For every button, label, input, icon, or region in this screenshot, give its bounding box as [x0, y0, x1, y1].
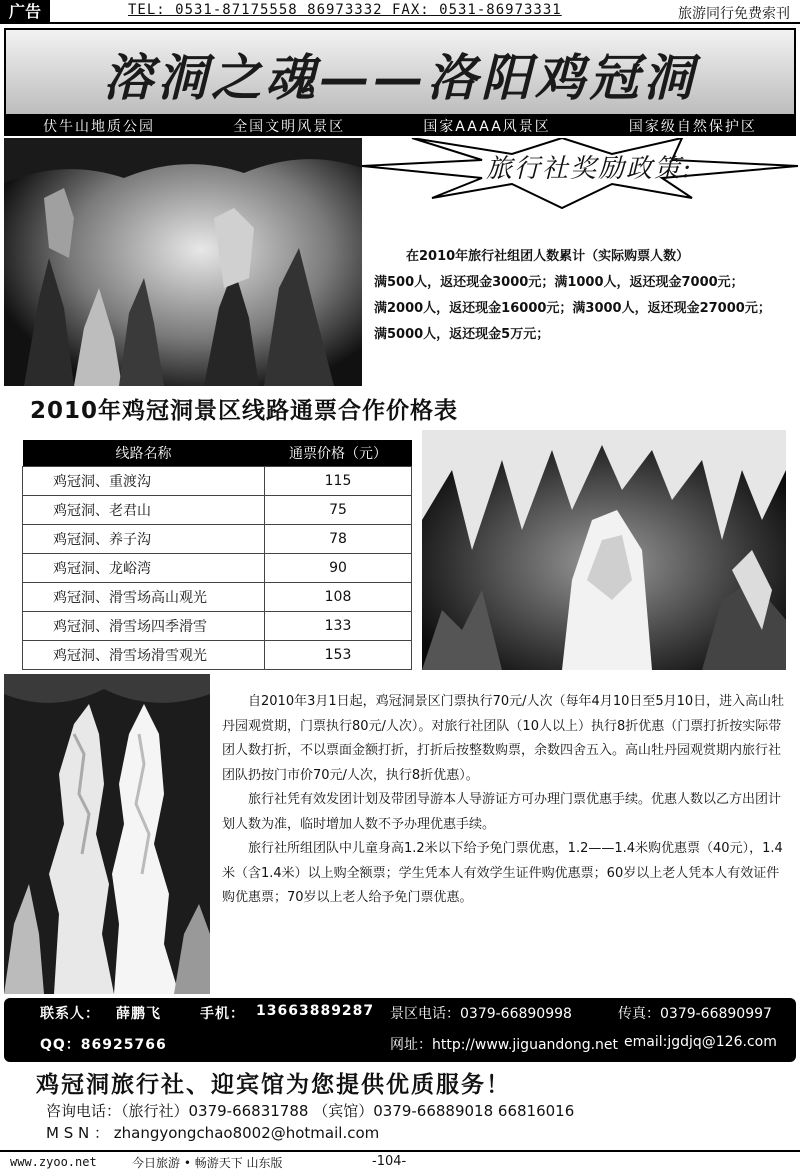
rule-paragraph: 自2010年3月1日起，鸡冠洞景区门票执行70元/人次（每年4月10日至5月10日，进入高山牡丹园观赏期，门票执行80元/人次）。对旅行社团队（10人以上）执行8折优惠（门票打折按实际带团人数打折，不以票面金额打折，打折后按整数购票，余数四舍五入。高山牡丹园观赏期内旅行社团队扔按门市价70元/人次，执行8折优惠）。: [222, 694, 785, 783]
top-bar: [0, 0, 800, 24]
feature-item: 全国文明风景区: [233, 119, 346, 135]
fax-number: 传真：0379-66890997: [618, 1006, 772, 1022]
header-route: 线路名称: [23, 440, 265, 466]
cave-photo-1: [4, 138, 362, 386]
contact-row: [4, 1034, 796, 1062]
email-link[interactable]: email:jgdjq@126.com: [624, 1034, 777, 1050]
contact-person: 薛鹏飞: [116, 1006, 161, 1022]
service-slogan: 鸡冠洞旅行社、迎宾馆为您提供优质服务！: [36, 1072, 511, 1098]
ticket-rules: [222, 690, 790, 911]
cave-photo-2: [422, 430, 786, 670]
route-price: 115: [265, 466, 412, 495]
policy-line: 满5000人，返还现金5万元；: [374, 327, 550, 342]
table-row: [23, 582, 412, 611]
route-name: 鸡冠洞、滑雪场高山观光: [23, 582, 265, 611]
qq-number: QQ：86925766: [40, 1037, 167, 1053]
policy-line: 满500人，返还现金3000元；满1000人，返还现金7000元；: [374, 275, 744, 290]
route-price: 108: [265, 582, 412, 611]
phone-line: TEL: 0531-87175558 86973332 FAX: 0531-86973331: [128, 2, 562, 18]
policy-body: [374, 244, 794, 348]
mobile-number: 13663889287: [256, 1003, 375, 1019]
free-label: 旅游同行免费索刊: [678, 6, 790, 22]
policy-banner: [362, 138, 798, 228]
route-price: 75: [265, 495, 412, 524]
mobile-label: 手机：: [200, 1006, 245, 1022]
contact-bar: [4, 998, 796, 1062]
route-price: 78: [265, 524, 412, 553]
route-price: 133: [265, 611, 412, 640]
rule-paragraph: 旅行社所组团队中儿童身高1.2米以下给予免门票优惠，1.2——1.4米购优惠票（40元），1.4米（含1.4米）以上购全额票；学生凭本人有效学生证件购优惠票；60岁以上老人凭本人有效证件购优惠票；70岁以上老人给予免门票优惠。: [222, 841, 783, 905]
route-name: 鸡冠洞、养子沟: [23, 524, 265, 553]
price-table: [22, 440, 412, 670]
route-name: 鸡冠洞、重渡沟: [23, 466, 265, 495]
contact-person-label: 联系人：: [40, 1006, 100, 1022]
ad-label: 广告: [0, 0, 50, 24]
contact-row: [4, 1003, 796, 1031]
msn-contact: M S N ： zhangyongchao8002@hotmail.com: [46, 1124, 380, 1142]
table-header-row: [23, 440, 412, 466]
scenic-phone: 景区电话：0379-66890998: [390, 1006, 572, 1022]
table-row: [23, 553, 412, 582]
footer-tagline: 今日旅游 • 畅游天下 山东版: [132, 1156, 283, 1170]
policy-line: 在2010年旅行社组团人数累计（实际购票人数）: [406, 249, 690, 264]
table-row: [23, 466, 412, 495]
header-price: 通票价格（元）: [265, 440, 412, 466]
website-link[interactable]: 网址：http://www.jiguandong.net: [390, 1037, 619, 1053]
consult-phones: 咨询电话：（旅行社）0379-66831788 （宾馆）0379-66889018 66816016: [46, 1102, 575, 1120]
policy-line: 满2000人，返还现金16000元；满3000人，返还现金27000元；: [374, 301, 771, 316]
feature-item: 国家级自然保护区: [628, 119, 757, 135]
banner-title: 溶洞之魂——洛阳鸡冠洞: [103, 48, 697, 107]
footer-site: www.zyoo.net: [10, 1155, 97, 1169]
footer: [0, 1150, 800, 1171]
feature-item: 国家AAAA风景区: [423, 119, 551, 135]
table-row: [23, 495, 412, 524]
feature-bar: [4, 116, 796, 136]
table-row: [23, 524, 412, 553]
route-name: 鸡冠洞、滑雪场四季滑雪: [23, 611, 265, 640]
page-number: -104-: [372, 1154, 407, 1169]
title-banner: [4, 28, 796, 116]
route-name: 鸡冠洞、老君山: [23, 495, 265, 524]
route-price: 90: [265, 553, 412, 582]
rule-paragraph: 旅行社凭有效发团计划及带团导游本人导游证方可办理门票优惠手续。优惠人数以乙方出团计划人数为准，临时增加人数不予办理优惠手续。: [222, 792, 782, 832]
cave-photo-3: [4, 674, 210, 994]
feature-item: 伏牛山地质公园: [43, 119, 156, 135]
policy-title: 旅行社奖励政策:: [486, 154, 693, 184]
price-table-title: 2010年鸡冠洞景区线路通票合作价格表: [30, 398, 459, 424]
table-row: [23, 640, 412, 669]
route-name: 鸡冠洞、滑雪场滑雪观光: [23, 640, 265, 669]
route-name: 鸡冠洞、龙峪湾: [23, 553, 265, 582]
table-row: [23, 611, 412, 640]
route-price: 153: [265, 640, 412, 669]
